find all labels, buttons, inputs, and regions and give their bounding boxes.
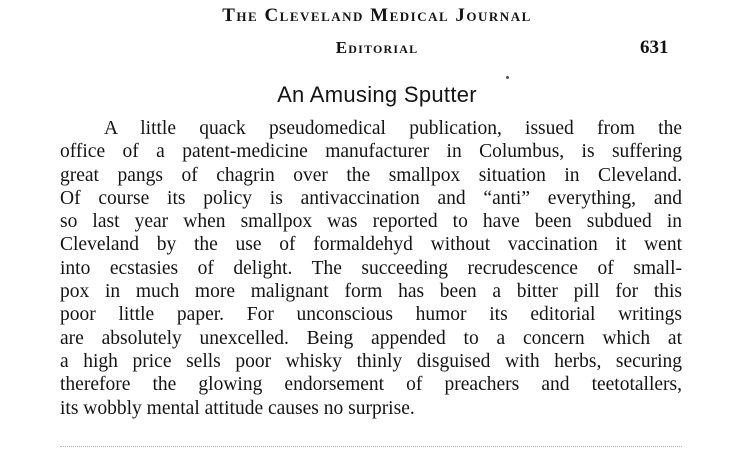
article-line: into ecstasies of delight. The succeeding recrudescence of small- xyxy=(60,257,682,279)
journal-title: The Cleveland Medical Journal xyxy=(222,5,532,26)
article-line: A little quack pseudomedical publication, issued from the xyxy=(104,118,682,139)
article-title: An Amusing Sputter xyxy=(277,82,477,107)
page-number: 631 xyxy=(640,37,669,58)
article-line: so last year when smallpox was reported to have been subdued in xyxy=(60,211,682,233)
article-line: office of a patent-medicine manufacturer in Columbus, is suffering xyxy=(60,141,682,163)
article-line: therefore the glowing endorsement of preachers and teetotallers, xyxy=(60,374,682,396)
article-line: poor little paper. For unconscious humor its editorial writings xyxy=(60,304,682,326)
article-line: pox in much more malignant form has been a bitter pill for this xyxy=(60,281,682,303)
article-line: are absolutely unexcelled. Being appended to a concern which at xyxy=(60,327,682,349)
article-line: great pangs of chagrin over the smallpox situation in Cleveland. xyxy=(60,164,682,186)
article-body xyxy=(60,117,682,420)
article-line: a high price sells poor whisky thinly disguised with herbs, securing xyxy=(60,350,682,372)
section-label: Editorial xyxy=(335,38,419,57)
article-line: its wobbly mental attitude causes no surprise. xyxy=(60,397,415,419)
article-line: Of course its policy is antivaccination and “anti” everything, and xyxy=(60,187,682,209)
article-line: Cleveland by the use of formaldehyd without vaccination it went xyxy=(60,234,682,256)
print-speck xyxy=(506,76,509,79)
